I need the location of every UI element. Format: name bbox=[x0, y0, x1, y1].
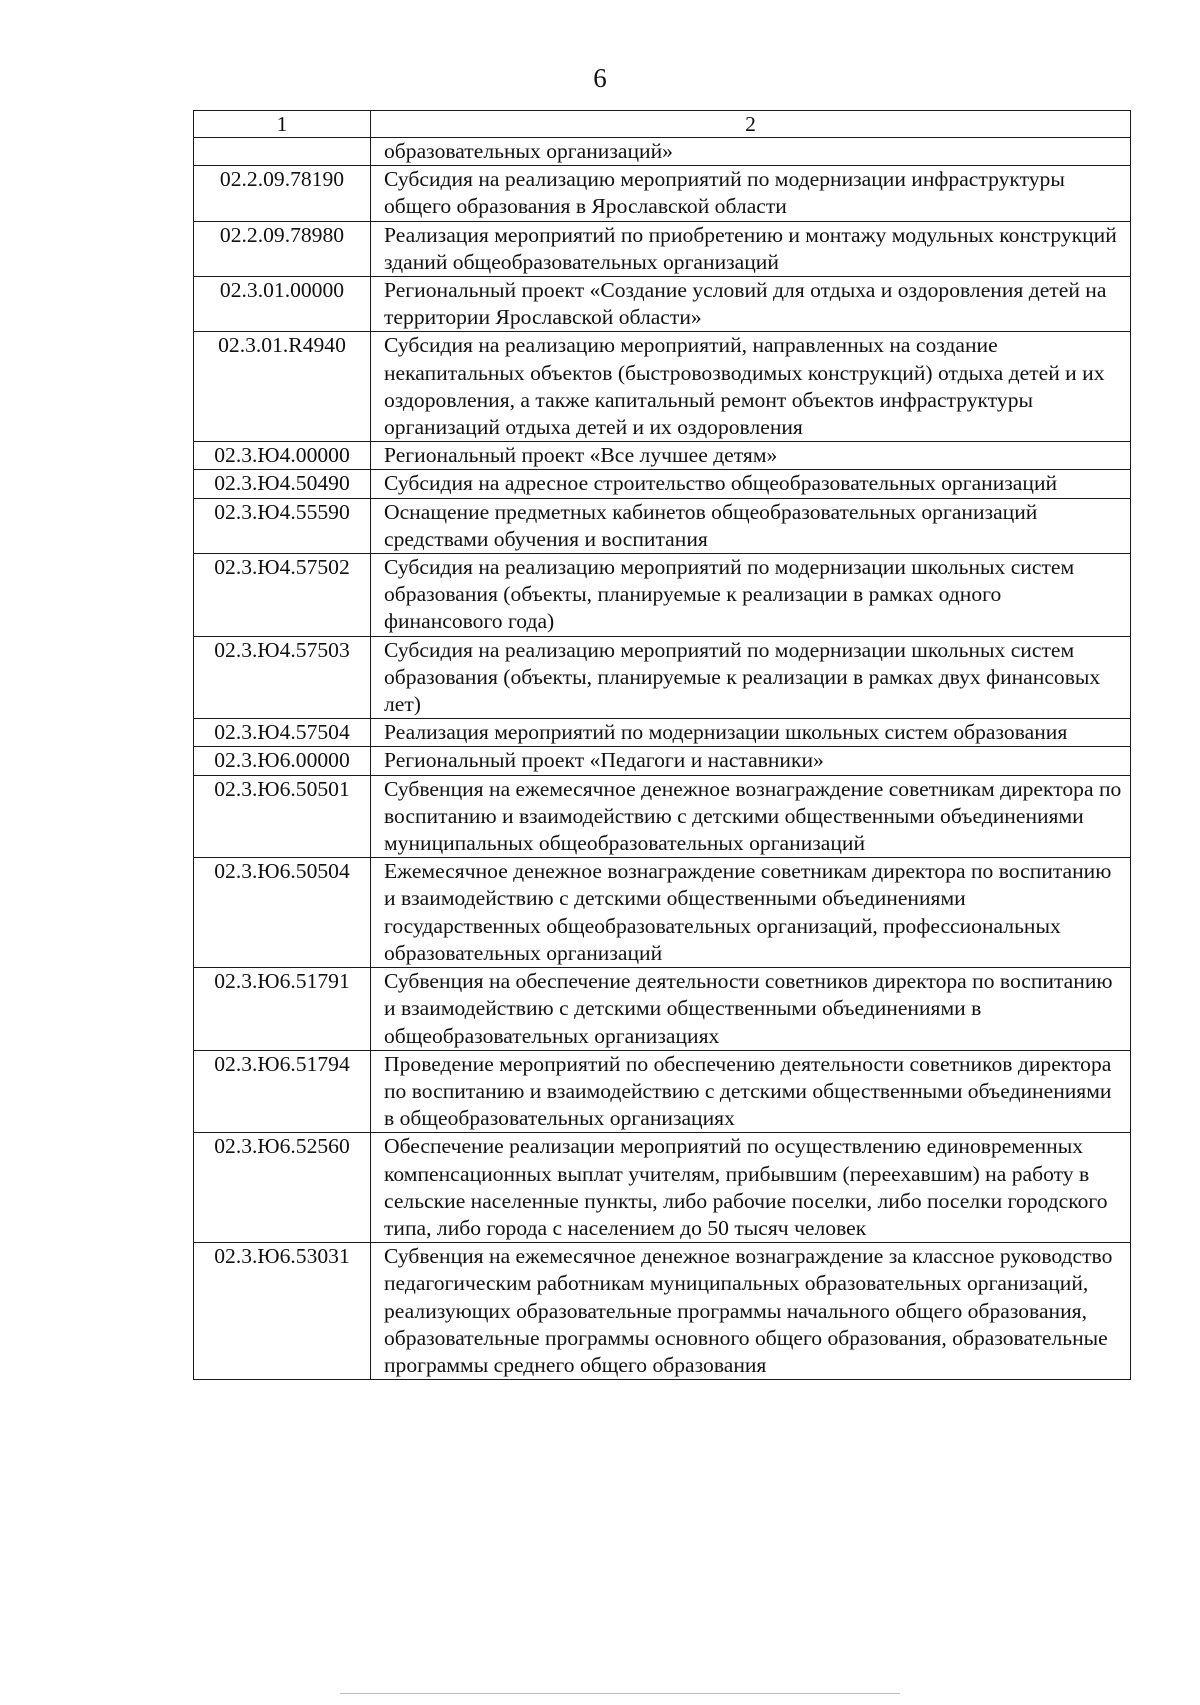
code-cell: 02.2.09.78980 bbox=[194, 221, 371, 276]
table-row bbox=[194, 442, 1131, 470]
text-cell: Субсидия на реализацию мероприятий по модернизации инфраструктуры общего образования в Ярославской области bbox=[371, 166, 1131, 221]
table-row bbox=[194, 719, 1131, 747]
text-cell: Региональный проект «Педагоги и наставники» bbox=[371, 747, 1131, 775]
code-cell: 02.3.Ю4.50490 bbox=[194, 470, 371, 498]
text-cell: Ежемесячное денежное вознаграждение советникам директора по воспитанию и взаимодействию с детскими общественными объединениями государственных общеобразовательных организаций, профессиональных образовательных организаций bbox=[371, 858, 1131, 968]
text-cell: Субсидия на реализацию мероприятий, направленных на создание некапитальных объектов (быстровозводимых конструкций) отдыха детей и их оздоровления, а также капитальный ремонт объектов инфраструктуры организаций отдыха детей и их оздоровления bbox=[371, 332, 1131, 442]
code-cell: 02.3.Ю4.00000 bbox=[194, 442, 371, 470]
table-row bbox=[194, 498, 1131, 553]
budget-classification-table bbox=[193, 110, 1131, 1380]
code-cell bbox=[194, 138, 371, 166]
text-cell: Реализация мероприятий по приобретению и монтажу модульных конструкций зданий общеобразовательных организаций bbox=[371, 221, 1131, 276]
text-cell: Реализация мероприятий по модернизации школьных систем образования bbox=[371, 719, 1131, 747]
code-cell: 02.3.Ю6.00000 bbox=[194, 747, 371, 775]
table-row bbox=[194, 747, 1131, 775]
scan-artifact-line bbox=[340, 1693, 900, 1694]
table-row bbox=[194, 138, 1131, 166]
table-row bbox=[194, 554, 1131, 637]
text-cell: Субвенция на ежемесячное денежное вознаграждение за классное руководство педагогическим работникам муниципальных образовательных организаций, реализующих образовательные программы начального общего образования, образовательные программы основного общего образования, образовательные программы среднего общего образования bbox=[371, 1243, 1131, 1380]
table-row bbox=[194, 332, 1131, 442]
text-cell: Обеспечение реализации мероприятий по осуществлению единовременных компенсационных выплат учителям, прибывшим (переехавшим) на работу в сельские населенные пункты, либо рабочие поселки, либо поселки городского типа, либо города с населением до 50 тысяч человек bbox=[371, 1133, 1131, 1243]
table-row bbox=[194, 1133, 1131, 1243]
text-cell: образовательных организаций» bbox=[371, 138, 1131, 166]
column-header-name: 2 bbox=[371, 111, 1131, 138]
page-number: 6 bbox=[593, 63, 607, 93]
code-cell: 02.3.Ю4.57504 bbox=[194, 719, 371, 747]
code-cell: 02.3.Ю6.53031 bbox=[194, 1243, 371, 1380]
code-cell: 02.3.Ю4.57502 bbox=[194, 554, 371, 637]
table-row bbox=[194, 858, 1131, 968]
table-row bbox=[194, 1050, 1131, 1133]
code-cell: 02.3.Ю6.50504 bbox=[194, 858, 371, 968]
code-cell: 02.3.Ю6.52560 bbox=[194, 1133, 371, 1243]
text-cell: Оснащение предметных кабинетов общеобразовательных организаций средствами обучения и воспитания bbox=[371, 498, 1131, 553]
code-cell: 02.3.Ю4.57503 bbox=[194, 636, 371, 719]
text-cell: Субвенция на ежемесячное денежное вознаграждение советникам директора по воспитанию и взаимодействию с детскими общественными объединениями муниципальных общеобразовательных организаций bbox=[371, 775, 1131, 858]
table-row bbox=[194, 968, 1131, 1051]
code-cell: 02.3.Ю4.55590 bbox=[194, 498, 371, 553]
text-cell: Проведение мероприятий по обеспечению деятельности советников директора по воспитанию и взаимодействию с детскими общественными объединениями в общеобразовательных организациях bbox=[371, 1050, 1131, 1133]
code-cell: 02.3.01.R4940 bbox=[194, 332, 371, 442]
table-row bbox=[194, 636, 1131, 719]
column-header-code: 1 bbox=[194, 111, 371, 138]
text-cell: Субсидия на реализацию мероприятий по модернизации школьных систем образования (объекты, планируемые к реализации в рамках двух финансовых лет) bbox=[371, 636, 1131, 719]
code-cell: 02.3.Ю6.50501 bbox=[194, 775, 371, 858]
text-cell: Субвенция на обеспечение деятельности советников директора по воспитанию и взаимодействию с детскими общественными объединениями в общеобразовательных организациях bbox=[371, 968, 1131, 1051]
code-cell: 02.3.01.00000 bbox=[194, 277, 371, 332]
code-cell: 02.3.Ю6.51794 bbox=[194, 1050, 371, 1133]
table-row bbox=[194, 277, 1131, 332]
code-cell: 02.3.Ю6.51791 bbox=[194, 968, 371, 1051]
table-row bbox=[194, 221, 1131, 276]
code-cell: 02.2.09.78190 bbox=[194, 166, 371, 221]
table-row bbox=[194, 1243, 1131, 1380]
text-cell: Региональный проект «Все лучшее детям» bbox=[371, 442, 1131, 470]
table-header-row bbox=[194, 111, 1131, 138]
text-cell: Субсидия на адресное строительство общеобразовательных организаций bbox=[371, 470, 1131, 498]
text-cell: Субсидия на реализацию мероприятий по модернизации школьных систем образования (объекты, планируемые к реализации в рамках одного финансового года) bbox=[371, 554, 1131, 637]
table-row bbox=[194, 775, 1131, 858]
table-row bbox=[194, 166, 1131, 221]
text-cell: Региональный проект «Создание условий для отдыха и оздоровления детей на территории Ярославской области» bbox=[371, 277, 1131, 332]
table-row bbox=[194, 470, 1131, 498]
